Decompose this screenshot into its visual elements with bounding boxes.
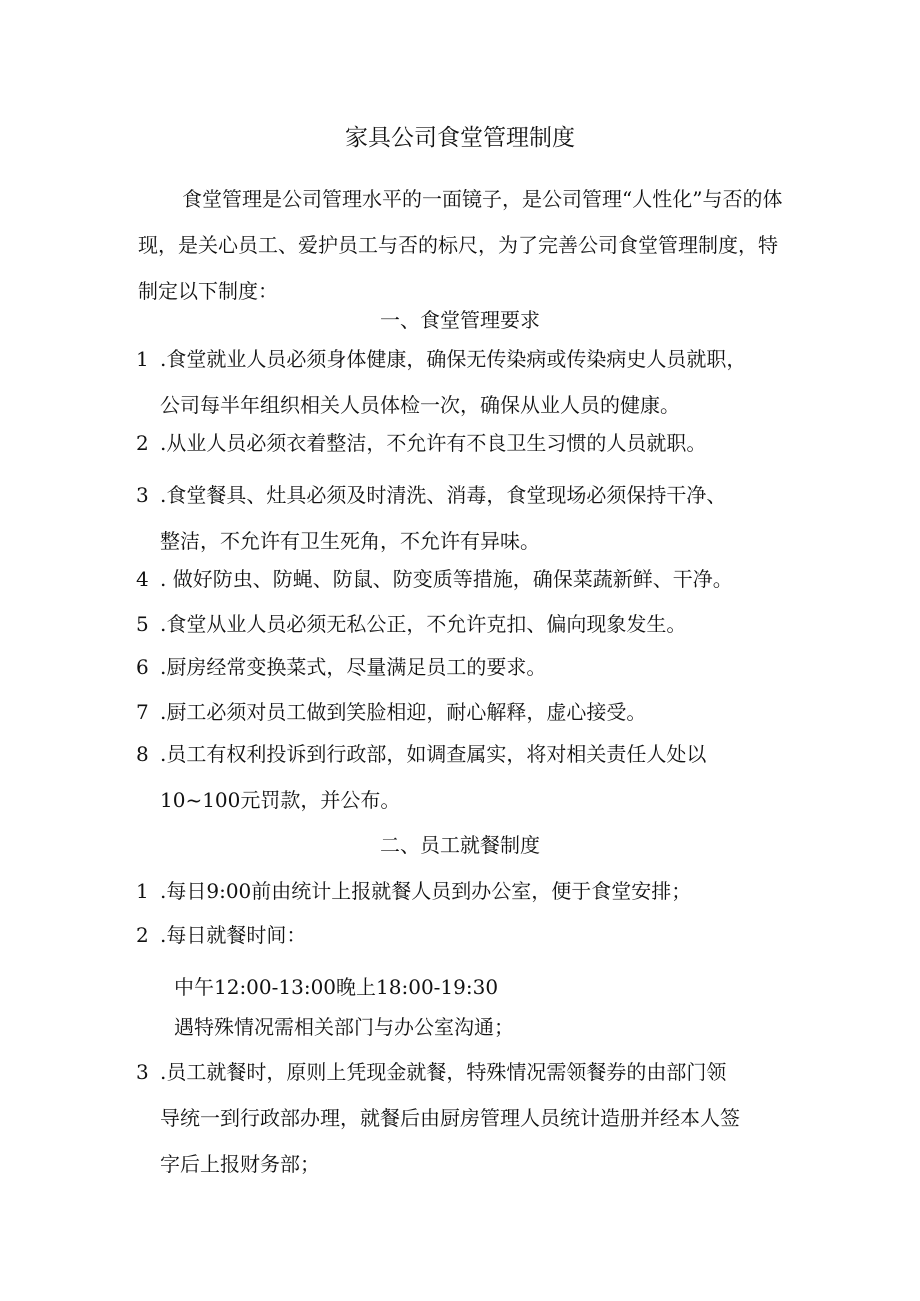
item-text: .员工有权利投诉到行政部，如调查属实，将对相关责任人处以 <box>160 742 707 766</box>
item-number: 3 <box>136 1060 149 1084</box>
special-case-note: 遇特殊情况需相关部门与办公室沟通； <box>174 1015 514 1039</box>
item-text: .从业人员必须衣着整洁，不允许有不良卫生习惯的人员就职。 <box>160 431 707 455</box>
item-text-continued: 10~100元罚款，并公布。 <box>160 788 401 812</box>
item-text: .食堂餐具、灶具必须及时清洗、消毒，食堂现场必须保持干净、 <box>160 483 727 507</box>
item-text: .厨工必须对员工做到笑脸相迎，耐心解释，虚心接受。 <box>160 700 647 724</box>
item-number: 2 <box>136 923 149 947</box>
item-text-continued: 公司每半年组织相关人员体检一次，确保从业人员的健康。 <box>160 393 680 417</box>
list-item <box>136 731 806 823</box>
item-number: 6 <box>136 655 149 679</box>
list-item <box>136 1049 806 1187</box>
list-item <box>136 644 806 690</box>
item-number: 2 <box>136 431 149 455</box>
list-item <box>136 556 806 602</box>
list-item <box>136 689 806 735</box>
item-number: 3 <box>136 483 149 507</box>
list-item <box>136 912 806 958</box>
section-heading-2: 二、员工就餐制度 <box>380 833 540 857</box>
item-text: .每日就餐时间： <box>160 923 307 947</box>
item-text: .食堂从业人员必须无私公正，不允许克扣、偏向现象发生。 <box>160 612 687 636</box>
item-number: 8 <box>136 742 149 766</box>
item-text-continued: 字后上报财务部； <box>160 1152 320 1176</box>
list-item <box>136 336 806 428</box>
item-text-continued: 整洁，不允许有卫生死角，不允许有异味。 <box>160 529 540 553</box>
item-text: . 做好防虫、防蝇、防鼠、防变质等措施，确保菜蔬新鲜、干净。 <box>160 567 733 591</box>
intro-paragraph: 食堂管理是公司管理水平的一面镜子，是公司管理“人性化”与否的体现，是关心员工、爱护员工与否的标尺，为了完善公司食堂管理制度，特制定以下制度： <box>138 187 783 303</box>
item-number: 1 <box>136 879 149 903</box>
list-item <box>136 601 806 647</box>
item-number: 4 <box>136 567 149 591</box>
item-text: .食堂就业人员必须身体健康，确保无传染病或传染病史人员就职， <box>160 347 747 371</box>
item-number: 5 <box>136 612 149 636</box>
item-text: .每日9:00前由统计上报就餐人员到办公室，便于食堂安排； <box>160 879 692 903</box>
item-text: .员工就餐时，原则上凭现金就餐，特殊情况需领餐券的由部门领 <box>160 1060 727 1084</box>
list-item <box>136 420 806 466</box>
meal-times: 中午12:00-13:00晚上18:00-19:30 <box>174 975 499 999</box>
section-heading-1: 一、食堂管理要求 <box>380 308 540 332</box>
item-text: .厨房经常变换菜式，尽量满足员工的要求。 <box>160 655 547 679</box>
item-text-continued: 导统一到行政部办理，就餐后由厨房管理人员统计造册并经本人签 <box>160 1106 740 1130</box>
item-number: 1 <box>136 347 149 371</box>
list-item <box>136 868 806 914</box>
document-title: 家具公司食堂管理制度 <box>345 125 575 151</box>
list-item <box>136 472 806 564</box>
item-number: 7 <box>136 700 149 724</box>
